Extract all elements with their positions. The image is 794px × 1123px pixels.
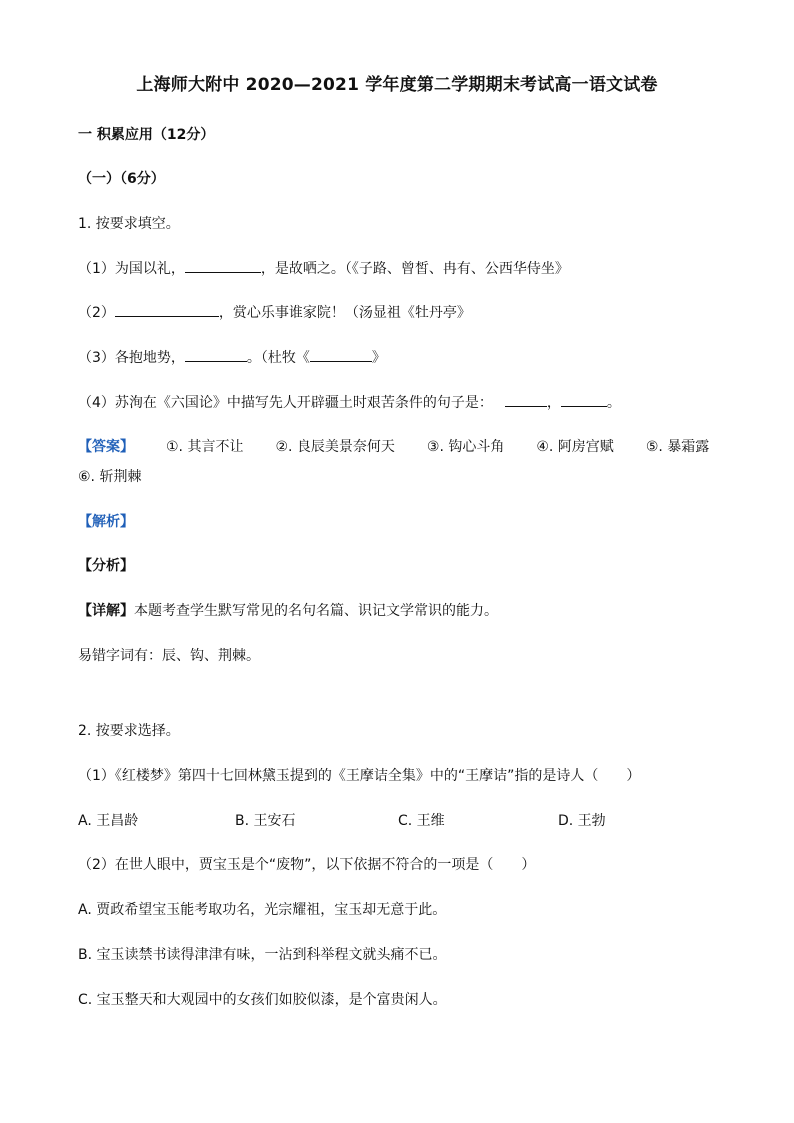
answer-item: ②. 良辰美景奈何天 bbox=[275, 439, 395, 455]
choice-b: B. 宝玉读禁书读得津津有味，一沾到科举程文就头痛不已。 bbox=[78, 947, 447, 963]
page-title: 上海师大附中 2020—2021 学年度第二学期期末考试高一语文试卷 bbox=[136, 75, 658, 95]
option-c: C. 王维 bbox=[398, 813, 445, 829]
question-1-stem: 1. 按要求填空。 bbox=[78, 216, 180, 232]
option-d: D. 王勃 bbox=[558, 813, 606, 829]
fill-blank bbox=[561, 405, 607, 407]
fill-blank bbox=[505, 405, 547, 407]
detail-tag: 【详解】 bbox=[78, 603, 134, 619]
subsection-heading: （一）（6分） bbox=[78, 171, 165, 187]
fill-blank bbox=[185, 360, 247, 362]
analysis-tag: 【解析】 bbox=[78, 514, 134, 530]
question-1-item-2: （2） ，赏心乐事谁家院！（汤显祖《牡丹亭》 bbox=[78, 305, 471, 321]
fill-blank bbox=[115, 315, 219, 317]
choice-a: A. 贾政希望宝玉能考取功名，光宗耀祖，宝玉却无意于此。 bbox=[78, 902, 447, 918]
answer-item: ①. 其言不让 bbox=[166, 439, 244, 455]
answer-tag: 【答案】 bbox=[78, 439, 134, 455]
option-b: B. 王安石 bbox=[235, 813, 296, 829]
question-1-item-3: （3）各抱地势， 。（杜牧《 》 bbox=[78, 350, 386, 366]
option-a: A. 王昌龄 bbox=[78, 813, 139, 829]
fill-blank bbox=[185, 271, 261, 273]
question-2-item-2: （2）在世人眼中，贾宝玉是个“废物”，以下依据不符合的一项是（ ） bbox=[78, 857, 536, 873]
answer-line bbox=[78, 436, 709, 456]
question-2-stem: 2. 按要求选择。 bbox=[78, 723, 180, 739]
fill-blank bbox=[310, 360, 372, 362]
error-words: 易错字词有：辰、钩、荆棘。 bbox=[78, 648, 260, 664]
choice-c: C. 宝玉整天和大观园中的女孩们如胶似漆，是个富贵闲人。 bbox=[78, 992, 447, 1008]
answer-item: ⑤. 暴霜露 bbox=[645, 439, 710, 455]
question-2-item-1: （1）《红楼梦》第四十七回林黛玉提到的《王摩诘全集》中的“王摩诘”指的是诗人（ ） bbox=[78, 768, 641, 784]
fenxi-tag: 【分析】 bbox=[78, 558, 134, 574]
question-1-item-1: （1）为国以礼， ，是故哂之。（《子路、曾皙、冉有、公西华侍坐》 bbox=[78, 261, 569, 277]
answer-item: ④. 阿房宫赋 bbox=[536, 439, 614, 455]
detail-line: 【详解】本题考查学生默写常见的名句名篇、识记文学常识的能力。 bbox=[78, 603, 498, 619]
answer-item: ③. 钩心斗角 bbox=[426, 439, 505, 455]
question-1-item-4: （4）苏洵在《六国论》中描写先人开辟疆土时艰苦条件的句子是： ， 。 bbox=[78, 395, 621, 411]
answer-item: ⑥. 斩荆棘 bbox=[78, 469, 142, 485]
section-heading: 一 积累应用（12分） bbox=[78, 127, 215, 143]
